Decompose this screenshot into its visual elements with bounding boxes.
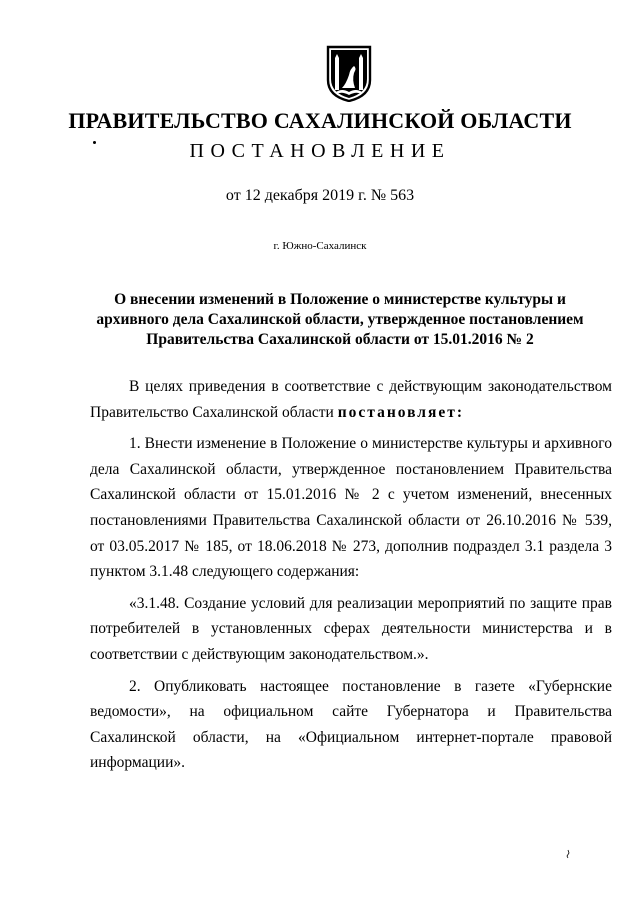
preamble-text: В целях приведения в соответствие с действующим законодательством Правительство Сахалинской области [90,378,612,421]
government-title: ПРАВИТЕЛЬСТВО САХАЛИНСКОЙ ОБЛАСТИ [68,108,572,133]
scan-speck [93,141,96,144]
document-type-heading: ПОСТАНОВЛЕНИЕ [189,140,451,162]
issue-city: г. Южно-Сахалинск [273,240,367,252]
decree-date-number: от 12 декабря 2019 г. № 563 [225,187,415,204]
item-1-quote-paragraph: «3.1.48. Создание условий для реализации мероприятий по защите прав потребителей в установленных сферах деятельности министерства и в соответствии с действующим законодательством.». [90,594,612,663]
decree-body [90,374,612,782]
preamble-paragraph [90,374,612,425]
decree-keyword: постановляет: [337,403,465,421]
item-1-paragraph: 1. Внести изменение в Положение о министерстве культуры и архивного дела Сахалинской области, утвержденное постановлением Правительства Сахалинской области от 15.01.2016 № 2 с учетом изменений, внесенных постановлениями Правительства Сахалинской области от 26.10.2016 № 539, от 03.05.2017 № 185, от 18.06.2018 № 273, дополнив подраздел 3.1 раздела 3 пунктом 3.1.48 следующего содержания: [90,435,612,581]
sakhalin-coat-of-arms-icon [324,44,374,102]
item-2-paragraph: 2. Опубликовать настоящее постановление в газете «Губернские ведомости», на официальном сайте Губернатора и Правительства Сахалинской области, на «Официальном интернет-портале правовой информации». [90,677,612,772]
decree-subject: О внесении изменений в Положение о министерстве культуры и архивного дела Сахалинской области, утвержденное постановлением Правительства Сахалинской области от 15.01.2016 № 2 [96,291,584,348]
scan-mark [565,849,571,859]
